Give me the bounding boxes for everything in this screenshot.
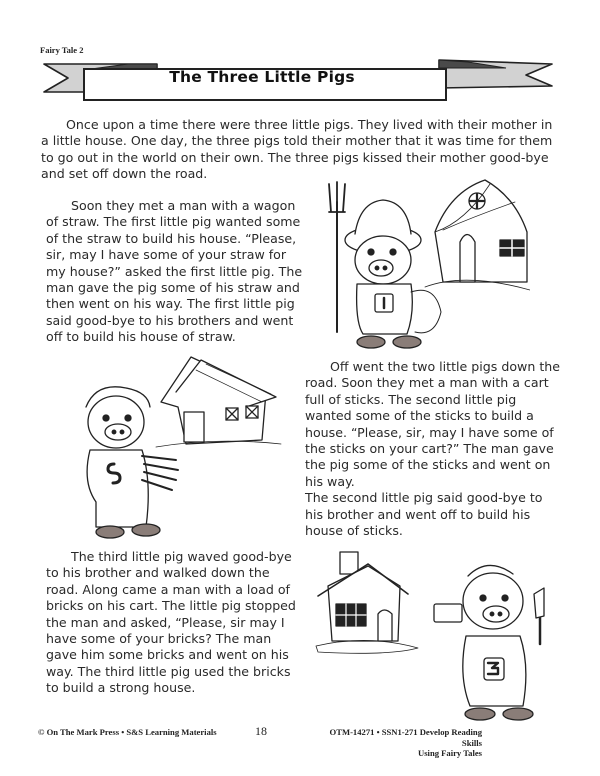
footer-product-info — [320, 727, 482, 759]
story-paragraph-3: Off went the two little pigs down the road. Soon they met a man with a cart full of sticks. The second little pig wanted some of the sticks to build a house. “Please, sir, may I have some of the sticks on your cart?” The man gave the pig some of the sticks and went on his way. — [305, 359, 561, 489]
page-number: 18 — [255, 724, 267, 738]
story-paragraph-2: Soon they met a man with a wagon of straw. The first little pig wanted some of the straw to build his house. “Please, sir, may I have some of your straw for my house?” asked the first little pig. The man gave the pig some of his straw and then went on his way. The first little pig said good-bye to his brothers and went off to build his house of straw. — [46, 198, 303, 345]
story-paragraph-4: The second little pig said good-bye to his brother and went off to build his house of sticks. — [305, 490, 543, 539]
page-title: The Three Little Pigs — [169, 68, 355, 86]
pig-three-brick-house-illustration — [308, 546, 558, 724]
pig-one-straw-house-illustration — [315, 172, 530, 360]
story-paragraph-1: Once upon a time there were three little pigs. They lived with their mother in a little house. One day, the three pigs told their mother that it was time for them to go out in the world on their own. The three pigs kissed their mother good-bye and set off down the road. — [41, 117, 553, 182]
story-column-sticks — [305, 359, 563, 539]
pig-two-stick-house-illustration — [66, 352, 298, 548]
footer-product-line-1: OTM-14271 • SSN1-271 Develop Reading Skills — [329, 727, 482, 748]
footer-publisher: © On The Mark Press • S&S Learning Materials — [38, 727, 217, 737]
story-paragraph-5: The third little pig waved good-bye to his brother and walked down the road. Along came a man with a load of bricks on his cart. The little pig stopped the man and asked, “Please, sir may I have some of your bricks? The man gave him some bricks and went on his way. The third little pig used the bricks to build a strong house. — [46, 549, 296, 696]
section-label: Fairy Tale 2 — [40, 45, 84, 55]
footer-product-line-2: Using Fairy Tales — [418, 748, 482, 758]
